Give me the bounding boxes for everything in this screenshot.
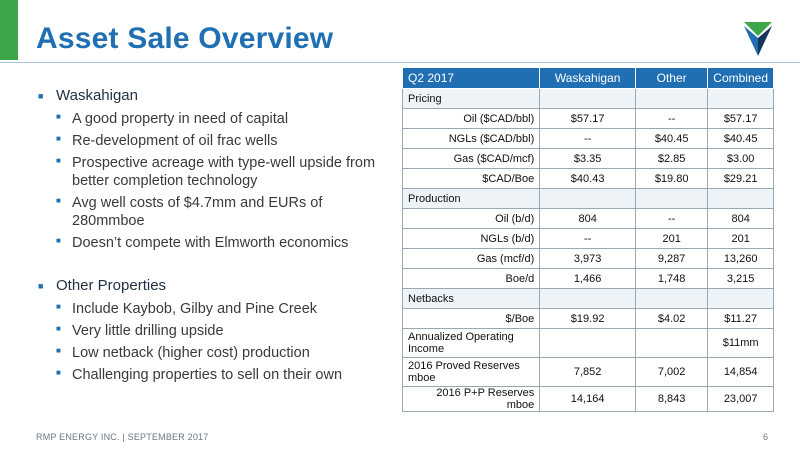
row-label: Oil ($CAD/bbl) [403,109,540,129]
sub-bullet-text: Low netback (higher cost) production [72,345,310,361]
table-cell: 7,852 [540,358,636,387]
row-label: NGLs (b/d) [403,229,540,249]
bullet-icon: ■ [38,281,44,291]
sub-bullet-icon: ■ [56,156,61,165]
sub-bullet-icon: ■ [56,302,61,311]
sub-bullet-icon: ■ [56,324,61,333]
page-number: 6 [763,432,769,442]
accent-bar [0,0,18,60]
table-cell: 804 [708,209,774,229]
table-cell: -- [636,109,708,129]
slide-title: Asset Sale Overview [36,22,334,55]
sub-bullet-text: Prospective acreage with type-well upside from better completion technology [72,155,376,189]
sub-bullet-item [56,342,398,364]
row-label: $/Boe [403,309,540,329]
table-cell: $3.00 [708,149,774,169]
table-row [403,209,774,229]
table-cell [636,329,708,358]
sub-bullet-item [56,152,398,192]
sub-bullet-icon: ■ [56,112,61,121]
sub-bullet-item [56,232,398,254]
table-header-cell: Q2 2017 [403,68,540,89]
bullet-heading-waskahigan: ■ Waskahigan [38,87,138,104]
title-divider [0,62,800,63]
table-row [403,309,774,329]
table-header-cell: Waskahigan [540,68,636,89]
table-cell [708,289,774,309]
table-cell: 8,843 [636,387,708,412]
table-cell: $29.21 [708,169,774,189]
table-cell: -- [636,209,708,229]
sub-bullet-icon: ■ [56,134,61,143]
table-row [403,249,774,269]
table-row [403,109,774,129]
table-section-row [403,89,774,109]
sub-bullet-text: Avg well costs of $4.7mm and EURs of 280mmboe [72,195,323,229]
sub-bullet-text: Include Kaybob, Gilby and Pine Creek [72,301,318,317]
table-cell: $19.92 [540,309,636,329]
table-header-cell: Other [636,68,708,89]
table-cell: 13,260 [708,249,774,269]
table-cell [540,329,636,358]
table-cell: 9,287 [636,249,708,269]
table-row [403,129,774,149]
sub-bullet-text: Challenging properties to sell on their own [72,367,343,383]
table-cell [540,189,636,209]
table-header-row [403,68,774,89]
sub-bullet-item [56,108,398,130]
waskahigan-sub-bullets [38,108,398,254]
bullet-list [38,86,398,386]
table-header-cell: Combined [708,68,774,89]
sub-bullet-item [56,130,398,152]
table-row [403,329,774,358]
table-cell: $4.02 [636,309,708,329]
table-cell: -- [540,229,636,249]
table-cell [636,189,708,209]
table-cell: $3.35 [540,149,636,169]
table-cell [636,89,708,109]
table-cell: 1,466 [540,269,636,289]
sub-bullet-text: Very little drilling upside [72,323,224,339]
table-cell: $19.80 [636,169,708,189]
footer-text: RMP ENERGY INC. | SEPTEMBER 2017 [36,432,209,442]
row-label: Pricing [403,89,540,109]
sub-bullet-icon: ■ [56,196,61,205]
sub-bullet-text: A good property in need of capital [72,111,289,127]
row-label: Production [403,189,540,209]
row-label: 2016 Proved Reserves mboe [403,358,540,387]
sub-bullet-text: Doesn’t compete with Elmworth economics [72,235,349,251]
other-properties-sub-bullets [38,298,398,386]
table-cell: 3,973 [540,249,636,269]
row-label: $CAD/Boe [403,169,540,189]
bullet-heading-other-properties: ■ Other Properties [38,277,167,294]
row-label: Gas (mcf/d) [403,249,540,269]
table-row [403,269,774,289]
sub-bullet-icon: ■ [56,368,61,377]
company-logo [742,16,774,58]
table-cell: 1,748 [636,269,708,289]
row-label: Gas ($CAD/mcf) [403,149,540,169]
table-cell [708,89,774,109]
table-cell: $40.43 [540,169,636,189]
table-cell: 7,002 [636,358,708,387]
table-row [403,149,774,169]
row-label: Annualized Operating Income [403,329,540,358]
table-cell: $40.45 [708,129,774,149]
table-section-row [403,289,774,309]
table-cell [540,89,636,109]
table-cell [708,189,774,209]
sub-bullet-item [56,298,398,320]
row-label: Netbacks [403,289,540,309]
table-cell: 3,215 [708,269,774,289]
table-section-row [403,189,774,209]
bullet-icon: ■ [38,91,44,101]
sub-bullet-icon: ■ [56,346,61,355]
row-label: Boe/d [403,269,540,289]
table-row [403,387,774,412]
row-label: Oil (b/d) [403,209,540,229]
table-cell: $57.17 [540,109,636,129]
table-cell: 23,007 [708,387,774,412]
asset-table [402,67,774,412]
sub-bullet-item [56,192,398,232]
sub-bullet-item [56,364,398,386]
table-cell: 804 [540,209,636,229]
table-cell: 14,854 [708,358,774,387]
row-label: NGLs ($CAD/bbl) [403,129,540,149]
sub-bullet-icon: ■ [56,236,61,245]
table-cell: -- [540,129,636,149]
table-cell: $11.27 [708,309,774,329]
table-cell: $11mm [708,329,774,358]
table-cell: $40.45 [636,129,708,149]
table-cell: 14,164 [540,387,636,412]
table-cell: $57.17 [708,109,774,129]
table-row [403,229,774,249]
table-row [403,358,774,387]
table-cell: $2.85 [636,149,708,169]
table-cell [540,289,636,309]
row-label: 2016 P+P Reserves mboe [403,387,540,412]
table-cell [636,289,708,309]
table-cell: 201 [708,229,774,249]
sub-bullet-item [56,320,398,342]
table-cell: 201 [636,229,708,249]
sub-bullet-text: Re-development of oil frac wells [72,133,278,149]
table-row [403,169,774,189]
